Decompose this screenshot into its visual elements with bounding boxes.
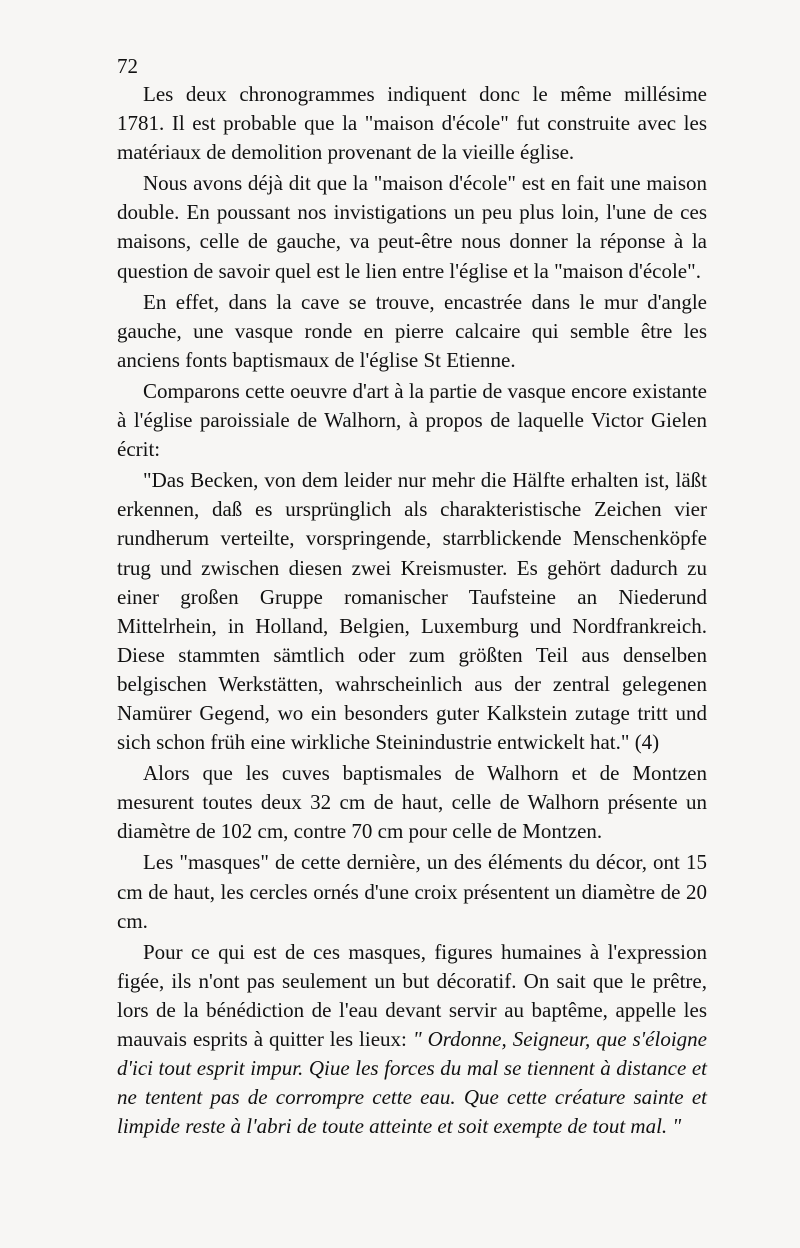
paragraph-chronogrammes: Les deux chronogrammes indiquent donc le même millésime 1781. Il est probable que la "maison d'école" fut construite avec les matériaux de demolition provenant de la vieille église. [117, 82, 707, 165]
benediction-prayer-quote: " Ordonne, Seigneur, que s'éloigne d'ici tout esprit impur. Qiue les forces du mal se tiennent à distance et ne tentent pas de corrompre cette eau. Que cette créature sainte et limpide reste à l'abri de toute atteinte et soit exempte de tout mal. " [117, 1027, 707, 1139]
paragraph-dimensions: Alors que les cuves baptismales de Walhorn et de Montzen mesurent toutes deux 32 cm de haut, celle de Walhorn présente un diamètre de 102 cm, contre 70 cm pour celle de Montzen. [117, 761, 707, 844]
paragraph-maison-double: Nous avons déjà dit que la "maison d'école" est en fait une maison double. En poussant nos invistigations un peu plus loin, l'une de ces maisons, celle de gauche, va peut-être nous donner la réponse à la question de savoir quel est le lien entre l'église et la "maison d'école". [117, 171, 707, 283]
paragraph-masques: Les "masques" de cette dernière, un des éléments du décor, ont 15 cm de haut, les cercles ornés d'une croix présentent un diamètre de 20 cm. [117, 850, 707, 933]
paragraph-vasque: En effet, dans la cave se trouve, encastrée dans le mur d'angle gauche, une vasque ronde en pierre calcaire qui semble être les anciens fonts baptismaux de l'église St Etienne. [117, 289, 707, 372]
paragraph-comparons: Comparons cette oeuvre d'art à la partie de vasque encore existante à l'église paroissiale de Walhorn, à propos de laquelle Victor Gielen écrit: [117, 378, 707, 462]
paragraph-benediction [117, 938, 707, 1142]
body-text [117, 80, 707, 1143]
benediction-intro: Pour ce qui est de ces masques, figures humaines à l'expression figée, ils n'ont pas seulement un but décoratif. On sait que le prêtre, lors de la bénédiction de l'eau devant servir au baptême, appelle les mauvais esprits à quitter les lieux: [117, 939, 707, 1051]
paragraph-german-quote: "Das Becken, von dem leider nur mehr die Hälfte erhalten ist, läßt erkennen, daß es ursprünglich als charakteristische Zeichen vier rundherum verteilte, vorspringende, starrblickende Menschenköpfe trug und zwischen diesen zwei Kreismuster. Es gehört dadurch zu einer großen Gruppe romanischer Taufsteine an Niederund Mittelrhein, in Holland, Belgien, Luxemburg und Nordfrankreich. Diese stammten sämtlich oder zum größten Teil aus denselben belgischen Werkstätten, wahrscheinlich aus der zentral gelegenen Namürer Gegend, wo ein besonders guter Kalkstein zutage tritt und sich schon früh eine wirkliche Steinindustrie entwickelt hat." (4) [117, 468, 707, 755]
page-number: 72 [117, 54, 138, 78]
